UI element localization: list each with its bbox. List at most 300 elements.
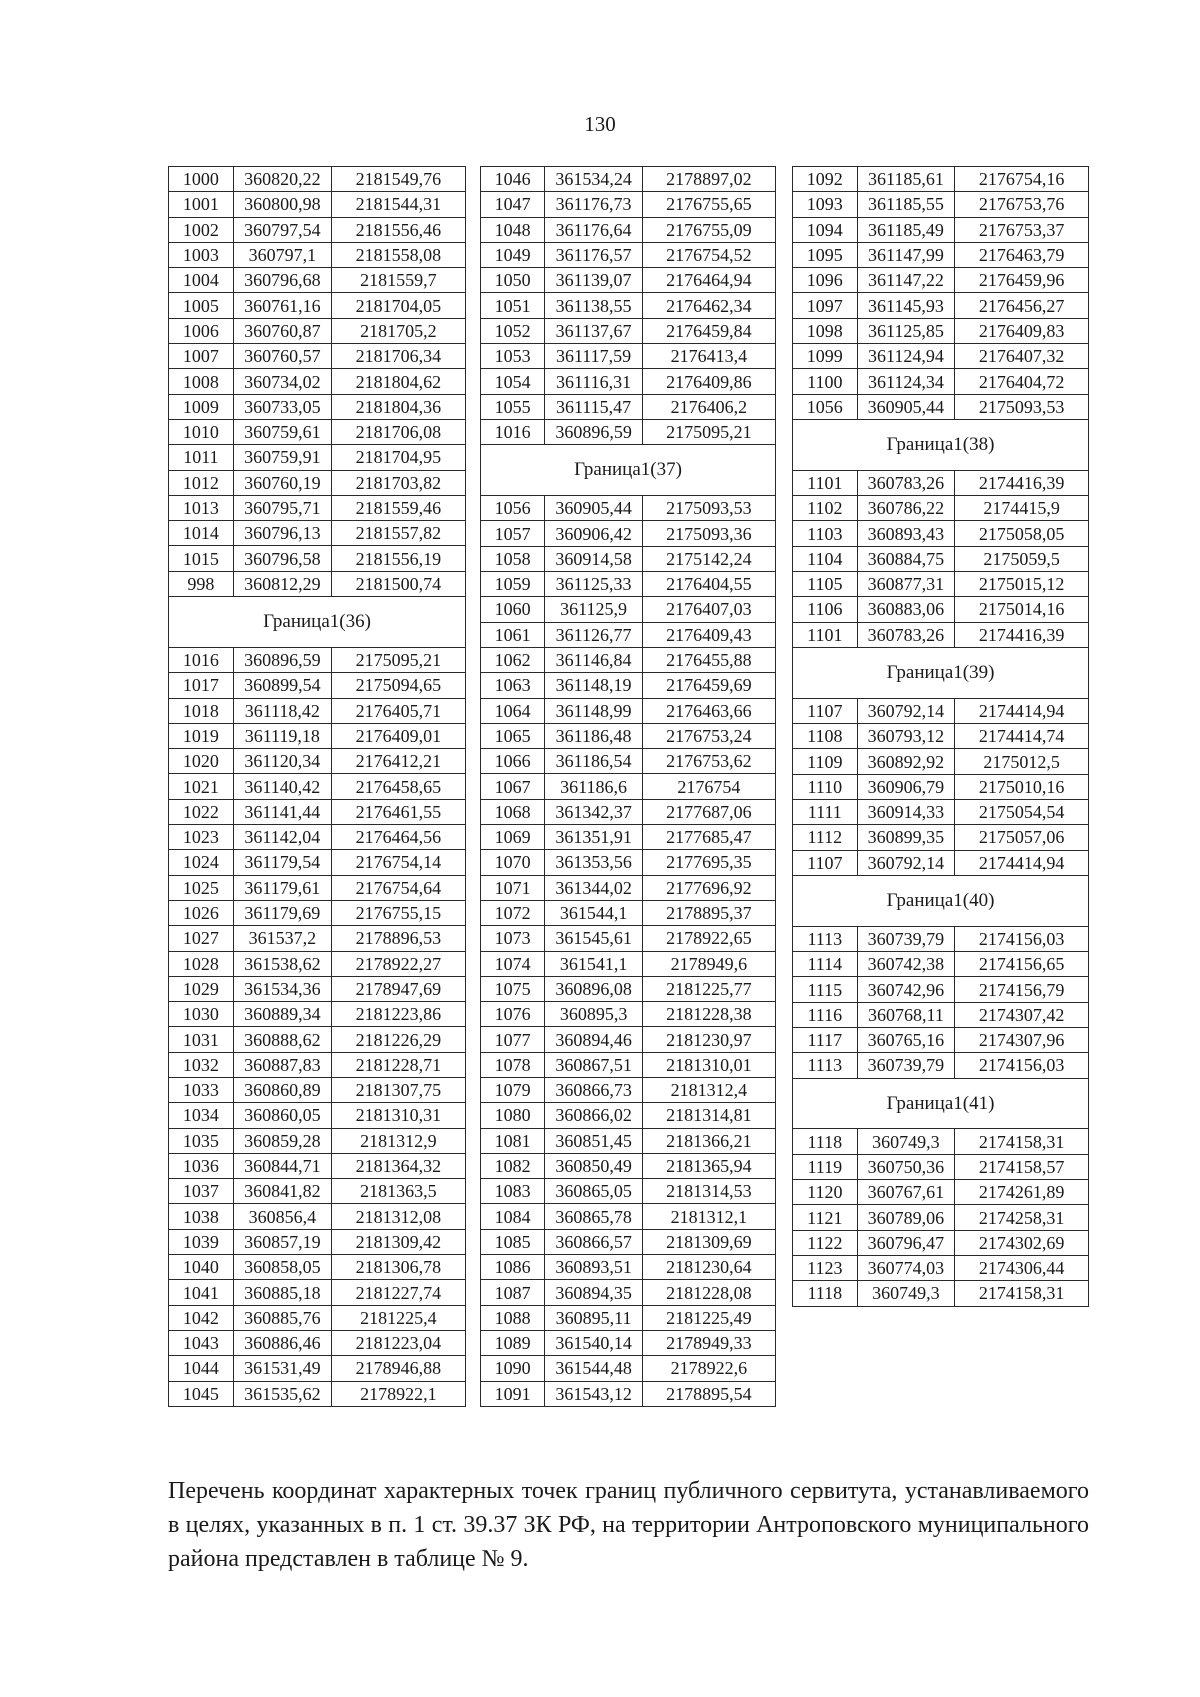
coordinate-y: 2175014,16 bbox=[955, 597, 1089, 622]
table-row bbox=[169, 1255, 466, 1280]
coordinate-x: 360884,75 bbox=[857, 546, 955, 571]
point-number: 1068 bbox=[481, 799, 545, 824]
coordinate-x: 360906,42 bbox=[545, 521, 642, 546]
point-number: 1105 bbox=[793, 572, 858, 597]
coordinate-y: 2176754,52 bbox=[642, 242, 775, 267]
table-row bbox=[169, 647, 466, 672]
table-row bbox=[481, 749, 776, 774]
point-number: 1114 bbox=[793, 952, 858, 977]
coordinate-y: 2175094,65 bbox=[331, 673, 465, 698]
coordinate-y: 2181309,42 bbox=[331, 1229, 465, 1254]
coordinate-y: 2174261,89 bbox=[955, 1180, 1089, 1205]
coordinate-x: 361186,54 bbox=[545, 749, 642, 774]
point-number: 1087 bbox=[481, 1280, 545, 1305]
coordinate-x: 360860,89 bbox=[233, 1077, 331, 1102]
coordinate-x: 361147,22 bbox=[857, 268, 955, 293]
coordinate-x: 360795,71 bbox=[233, 495, 331, 520]
point-number: 1059 bbox=[481, 572, 545, 597]
coordinate-y: 2174307,96 bbox=[955, 1027, 1089, 1052]
table-row bbox=[169, 369, 466, 394]
table-row bbox=[481, 167, 776, 192]
point-number: 1015 bbox=[169, 546, 234, 571]
table-row bbox=[169, 799, 466, 824]
coordinate-x: 361544,48 bbox=[545, 1356, 642, 1381]
table-row bbox=[793, 470, 1089, 495]
coordinate-x: 361141,44 bbox=[233, 799, 331, 824]
table-row bbox=[169, 1356, 466, 1381]
table-row bbox=[169, 268, 466, 293]
coordinate-y: 2176407,32 bbox=[955, 344, 1089, 369]
point-number: 1090 bbox=[481, 1356, 545, 1381]
coordinate-y: 2181225,4 bbox=[331, 1305, 465, 1330]
point-number: 1020 bbox=[169, 749, 234, 774]
coordinate-y: 2176409,01 bbox=[331, 723, 465, 748]
point-number: 1069 bbox=[481, 825, 545, 850]
point-number: 1119 bbox=[793, 1154, 858, 1179]
point-number: 1051 bbox=[481, 293, 545, 318]
coordinate-y: 2176463,66 bbox=[642, 698, 775, 723]
table-row bbox=[169, 749, 466, 774]
table-row bbox=[793, 597, 1089, 622]
coordinate-y: 2176458,65 bbox=[331, 774, 465, 799]
coordinate-x: 361543,12 bbox=[545, 1381, 642, 1406]
point-number: 1029 bbox=[169, 976, 234, 1001]
section-title: Граница1(41) bbox=[793, 1078, 1089, 1129]
coordinate-y: 2174158,31 bbox=[955, 1281, 1089, 1306]
coordinate-x: 361125,9 bbox=[545, 597, 642, 622]
point-number: 1086 bbox=[481, 1255, 545, 1280]
table-row bbox=[169, 1330, 466, 1355]
coordinate-y: 2181314,81 bbox=[642, 1103, 775, 1128]
coordinate-x: 361537,2 bbox=[233, 926, 331, 951]
point-number: 1095 bbox=[793, 242, 858, 267]
coordinate-x: 360742,38 bbox=[857, 952, 955, 977]
table-row bbox=[481, 369, 776, 394]
coordinate-y: 2181366,21 bbox=[642, 1128, 775, 1153]
coordinates-table bbox=[168, 166, 466, 1407]
table-row bbox=[481, 1128, 776, 1153]
point-number: 1118 bbox=[793, 1129, 858, 1154]
point-number: 1112 bbox=[793, 825, 858, 850]
point-number: 1118 bbox=[793, 1281, 858, 1306]
table-row bbox=[793, 217, 1089, 242]
table-row bbox=[169, 1204, 466, 1229]
coordinate-x: 360877,31 bbox=[857, 572, 955, 597]
point-number: 1031 bbox=[169, 1027, 234, 1052]
section-title-row bbox=[481, 445, 776, 496]
table-row bbox=[481, 799, 776, 824]
coordinate-y: 2178946,88 bbox=[331, 1356, 465, 1381]
section-title-row bbox=[793, 419, 1089, 470]
table-row bbox=[481, 419, 776, 444]
coordinate-x: 361125,85 bbox=[857, 318, 955, 343]
coordinate-y: 2181230,97 bbox=[642, 1027, 775, 1052]
point-number: 1063 bbox=[481, 673, 545, 698]
coordinate-x: 360857,19 bbox=[233, 1229, 331, 1254]
coordinate-y: 2181704,95 bbox=[331, 445, 465, 470]
coordinate-x: 360796,13 bbox=[233, 521, 331, 546]
coordinate-y: 2181225,77 bbox=[642, 976, 775, 1001]
coordinate-x: 361534,24 bbox=[545, 167, 642, 192]
coordinate-x: 360866,73 bbox=[545, 1077, 642, 1102]
point-number: 1043 bbox=[169, 1330, 234, 1355]
point-number: 1012 bbox=[169, 470, 234, 495]
coordinate-x: 360905,44 bbox=[545, 496, 642, 521]
point-number: 1078 bbox=[481, 1052, 545, 1077]
table-row bbox=[481, 825, 776, 850]
point-number: 1109 bbox=[793, 749, 858, 774]
coordinate-y: 2181363,5 bbox=[331, 1179, 465, 1204]
coordinate-x: 361179,69 bbox=[233, 900, 331, 925]
coordinate-x: 360888,62 bbox=[233, 1027, 331, 1052]
point-number: 1033 bbox=[169, 1077, 234, 1102]
coordinates-column-3 bbox=[792, 166, 1089, 1307]
coordinate-y: 2181549,76 bbox=[331, 167, 465, 192]
coordinate-x: 361179,61 bbox=[233, 875, 331, 900]
point-number: 1046 bbox=[481, 167, 545, 192]
coordinate-y: 2181804,62 bbox=[331, 369, 465, 394]
point-number: 1082 bbox=[481, 1153, 545, 1178]
point-number: 1072 bbox=[481, 900, 545, 925]
coordinate-x: 360899,35 bbox=[857, 825, 955, 850]
coordinate-x: 360789,06 bbox=[857, 1205, 955, 1230]
coordinate-x: 360793,12 bbox=[857, 724, 955, 749]
point-number: 1018 bbox=[169, 698, 234, 723]
coordinate-y: 2181312,9 bbox=[331, 1128, 465, 1153]
coordinate-y: 2176407,03 bbox=[642, 597, 775, 622]
coordinate-x: 361117,59 bbox=[545, 344, 642, 369]
point-number: 1103 bbox=[793, 521, 858, 546]
table-row bbox=[793, 977, 1089, 1002]
table-row bbox=[481, 1280, 776, 1305]
page-number: 130 bbox=[584, 112, 616, 136]
coordinate-x: 360856,4 bbox=[233, 1204, 331, 1229]
point-number: 1040 bbox=[169, 1255, 234, 1280]
coordinate-x: 361545,61 bbox=[545, 926, 642, 951]
point-number: 1074 bbox=[481, 951, 545, 976]
coordinate-x: 360733,05 bbox=[233, 394, 331, 419]
coordinate-y: 2176753,37 bbox=[955, 217, 1089, 242]
coordinate-y: 2176405,71 bbox=[331, 698, 465, 723]
point-number: 1117 bbox=[793, 1027, 858, 1052]
point-number: 1005 bbox=[169, 293, 234, 318]
point-number: 1100 bbox=[793, 369, 858, 394]
coordinate-y: 2176755,65 bbox=[642, 192, 775, 217]
coordinate-y: 2181228,71 bbox=[331, 1052, 465, 1077]
coordinate-y: 2181544,31 bbox=[331, 192, 465, 217]
table-row bbox=[481, 394, 776, 419]
coordinate-x: 361148,99 bbox=[545, 698, 642, 723]
table-row bbox=[793, 546, 1089, 571]
table-row bbox=[169, 419, 466, 444]
coordinate-x: 361185,49 bbox=[857, 217, 955, 242]
table-row bbox=[169, 521, 466, 546]
table-row bbox=[481, 723, 776, 748]
point-number: 1036 bbox=[169, 1153, 234, 1178]
point-number: 1107 bbox=[793, 698, 858, 723]
point-number: 1113 bbox=[793, 926, 858, 951]
table-row bbox=[169, 318, 466, 343]
point-number: 1085 bbox=[481, 1229, 545, 1254]
table-row bbox=[481, 976, 776, 1001]
table-row bbox=[169, 723, 466, 748]
coordinate-x: 361145,93 bbox=[857, 293, 955, 318]
table-row bbox=[793, 724, 1089, 749]
coordinate-y: 2176755,09 bbox=[642, 217, 775, 242]
point-number: 1000 bbox=[169, 167, 234, 192]
coordinate-y: 2174307,42 bbox=[955, 1002, 1089, 1027]
coordinate-x: 360767,61 bbox=[857, 1180, 955, 1205]
coordinate-x: 360893,51 bbox=[545, 1255, 642, 1280]
point-number: 1097 bbox=[793, 293, 858, 318]
table-row bbox=[481, 318, 776, 343]
table-row bbox=[169, 571, 466, 596]
coordinate-y: 2176459,69 bbox=[642, 673, 775, 698]
point-number: 1054 bbox=[481, 369, 545, 394]
point-number: 1089 bbox=[481, 1330, 545, 1355]
coordinate-y: 2176753,24 bbox=[642, 723, 775, 748]
table-row bbox=[169, 1280, 466, 1305]
table-row bbox=[481, 926, 776, 951]
table-row bbox=[481, 1027, 776, 1052]
point-number: 1016 bbox=[481, 419, 545, 444]
table-row bbox=[793, 850, 1089, 875]
point-number: 1061 bbox=[481, 622, 545, 647]
coordinate-x: 360761,16 bbox=[233, 293, 331, 318]
table-row bbox=[481, 647, 776, 672]
table-row bbox=[169, 192, 466, 217]
coordinate-x: 360896,59 bbox=[233, 647, 331, 672]
point-number: 1009 bbox=[169, 394, 234, 419]
point-number: 1065 bbox=[481, 723, 545, 748]
table-row bbox=[793, 293, 1089, 318]
table-row bbox=[481, 192, 776, 217]
table-row bbox=[793, 344, 1089, 369]
point-number: 1115 bbox=[793, 977, 858, 1002]
table-row bbox=[793, 1154, 1089, 1179]
coordinate-x: 360820,22 bbox=[233, 167, 331, 192]
point-number: 1034 bbox=[169, 1103, 234, 1128]
coordinate-x: 360867,51 bbox=[545, 1052, 642, 1077]
point-number: 1094 bbox=[793, 217, 858, 242]
coordinate-x: 361531,49 bbox=[233, 1356, 331, 1381]
coordinate-x: 361185,55 bbox=[857, 192, 955, 217]
section-title-row bbox=[169, 597, 466, 648]
point-number: 1116 bbox=[793, 1002, 858, 1027]
table-row bbox=[793, 192, 1089, 217]
point-number: 1108 bbox=[793, 724, 858, 749]
coordinate-y: 2178897,02 bbox=[642, 167, 775, 192]
table-row bbox=[793, 394, 1089, 419]
coordinate-y: 2181365,94 bbox=[642, 1153, 775, 1178]
point-number: 1032 bbox=[169, 1052, 234, 1077]
coordinate-x: 361137,67 bbox=[545, 318, 642, 343]
coordinate-x: 361126,77 bbox=[545, 622, 642, 647]
table-row bbox=[169, 546, 466, 571]
table-row bbox=[169, 850, 466, 875]
coordinates-column-1 bbox=[168, 166, 466, 1407]
coordinate-y: 2181226,29 bbox=[331, 1027, 465, 1052]
table-row bbox=[169, 495, 466, 520]
coordinate-x: 360905,44 bbox=[857, 394, 955, 419]
coordinate-x: 360760,57 bbox=[233, 344, 331, 369]
coordinate-y: 2176459,84 bbox=[642, 318, 775, 343]
coordinate-y: 2176753,76 bbox=[955, 192, 1089, 217]
coordinate-y: 2181364,32 bbox=[331, 1153, 465, 1178]
point-number: 1102 bbox=[793, 496, 858, 521]
coordinate-x: 360894,46 bbox=[545, 1027, 642, 1052]
table-row bbox=[481, 546, 776, 571]
point-number: 1024 bbox=[169, 850, 234, 875]
coordinate-x: 360841,82 bbox=[233, 1179, 331, 1204]
table-row bbox=[169, 167, 466, 192]
point-number: 1075 bbox=[481, 976, 545, 1001]
coordinate-y: 2175010,16 bbox=[955, 774, 1089, 799]
table-row bbox=[481, 1229, 776, 1254]
coordinate-x: 360786,22 bbox=[857, 496, 955, 521]
table-row bbox=[793, 774, 1089, 799]
coordinate-y: 2176406,2 bbox=[642, 394, 775, 419]
coordinate-x: 360792,14 bbox=[857, 850, 955, 875]
coordinate-y: 2174158,57 bbox=[955, 1154, 1089, 1179]
coordinate-y: 2181228,38 bbox=[642, 1002, 775, 1027]
point-number: 1050 bbox=[481, 268, 545, 293]
table-row bbox=[793, 572, 1089, 597]
point-number: 1014 bbox=[169, 521, 234, 546]
coordinate-x: 360800,98 bbox=[233, 192, 331, 217]
coordinate-x: 360750,36 bbox=[857, 1154, 955, 1179]
coordinate-y: 2176754,64 bbox=[331, 875, 465, 900]
table-row bbox=[169, 242, 466, 267]
point-number: 1006 bbox=[169, 318, 234, 343]
coordinate-y: 2181704,05 bbox=[331, 293, 465, 318]
point-number: 1008 bbox=[169, 369, 234, 394]
section-title: Граница1(40) bbox=[793, 875, 1089, 926]
coordinate-y: 2178922,1 bbox=[331, 1381, 465, 1406]
table-row bbox=[169, 900, 466, 925]
coordinate-y: 2176755,15 bbox=[331, 900, 465, 925]
coordinate-x: 361124,94 bbox=[857, 344, 955, 369]
point-number: 1110 bbox=[793, 774, 858, 799]
coordinate-x: 361351,91 bbox=[545, 825, 642, 850]
coordinate-x: 360749,3 bbox=[857, 1281, 955, 1306]
coordinate-y: 2181306,78 bbox=[331, 1255, 465, 1280]
coordinate-x: 361119,18 bbox=[233, 723, 331, 748]
table-row bbox=[481, 1002, 776, 1027]
table-row bbox=[169, 1153, 466, 1178]
coordinate-x: 361138,55 bbox=[545, 293, 642, 318]
table-row bbox=[793, 622, 1089, 647]
coordinate-x: 361541,1 bbox=[545, 951, 642, 976]
coordinate-y: 2176404,55 bbox=[642, 572, 775, 597]
table-row bbox=[793, 926, 1089, 951]
coordinate-x: 361139,07 bbox=[545, 268, 642, 293]
point-number: 1079 bbox=[481, 1077, 545, 1102]
coordinate-x: 360896,59 bbox=[545, 419, 642, 444]
point-number: 1092 bbox=[793, 167, 858, 192]
coordinate-y: 2175059,5 bbox=[955, 546, 1089, 571]
coordinate-y: 2177687,06 bbox=[642, 799, 775, 824]
coordinate-y: 2178949,33 bbox=[642, 1330, 775, 1355]
point-number: 1060 bbox=[481, 597, 545, 622]
point-number: 1101 bbox=[793, 470, 858, 495]
coordinate-x: 361544,1 bbox=[545, 900, 642, 925]
coordinate-y: 2181312,08 bbox=[331, 1204, 465, 1229]
table-row bbox=[481, 1356, 776, 1381]
coordinate-y: 2175142,24 bbox=[642, 546, 775, 571]
coordinate-y: 2176753,62 bbox=[642, 749, 775, 774]
coordinate-y: 2175093,36 bbox=[642, 521, 775, 546]
point-number: 1041 bbox=[169, 1280, 234, 1305]
coordinate-x: 361115,47 bbox=[545, 394, 642, 419]
coordinate-x: 361534,36 bbox=[233, 976, 331, 1001]
coordinate-y: 2176459,96 bbox=[955, 268, 1089, 293]
table-row bbox=[793, 1180, 1089, 1205]
coordinate-x: 360851,45 bbox=[545, 1128, 642, 1153]
point-number: 1073 bbox=[481, 926, 545, 951]
table-row bbox=[169, 926, 466, 951]
point-number: 1035 bbox=[169, 1128, 234, 1153]
table-row bbox=[481, 496, 776, 521]
table-row bbox=[793, 167, 1089, 192]
point-number: 1025 bbox=[169, 875, 234, 900]
coordinate-x: 360796,68 bbox=[233, 268, 331, 293]
point-number: 1016 bbox=[169, 647, 234, 672]
coordinate-x: 360892,92 bbox=[857, 749, 955, 774]
coordinate-x: 361185,61 bbox=[857, 167, 955, 192]
table-row bbox=[793, 1205, 1089, 1230]
coordinate-x: 361535,62 bbox=[233, 1381, 331, 1406]
table-row bbox=[169, 825, 466, 850]
point-number: 1101 bbox=[793, 622, 858, 647]
table-row bbox=[169, 293, 466, 318]
table-row bbox=[481, 1305, 776, 1330]
table-row bbox=[793, 496, 1089, 521]
table-row bbox=[169, 673, 466, 698]
table-row bbox=[481, 293, 776, 318]
coordinate-y: 2181227,74 bbox=[331, 1280, 465, 1305]
point-number: 998 bbox=[169, 571, 234, 596]
point-number: 1077 bbox=[481, 1027, 545, 1052]
coordinate-y: 2181559,46 bbox=[331, 495, 465, 520]
coordinate-x: 360739,79 bbox=[857, 926, 955, 951]
point-number: 1083 bbox=[481, 1179, 545, 1204]
table-row bbox=[481, 1103, 776, 1128]
coordinate-y: 2175058,05 bbox=[955, 521, 1089, 546]
point-number: 1007 bbox=[169, 344, 234, 369]
coordinate-x: 360734,02 bbox=[233, 369, 331, 394]
table-row bbox=[169, 875, 466, 900]
point-number: 1096 bbox=[793, 268, 858, 293]
coordinate-y: 2174302,69 bbox=[955, 1230, 1089, 1255]
table-row bbox=[793, 521, 1089, 546]
coordinate-x: 360895,11 bbox=[545, 1305, 642, 1330]
table-row bbox=[169, 1305, 466, 1330]
coordinate-x: 360796,47 bbox=[857, 1230, 955, 1255]
coordinate-x: 360792,14 bbox=[857, 698, 955, 723]
coordinate-x: 360893,43 bbox=[857, 521, 955, 546]
point-number: 1062 bbox=[481, 647, 545, 672]
coordinate-y: 2178949,6 bbox=[642, 951, 775, 976]
table-row bbox=[793, 1002, 1089, 1027]
coordinate-x: 360866,57 bbox=[545, 1229, 642, 1254]
point-number: 1106 bbox=[793, 597, 858, 622]
coordinate-x: 360749,3 bbox=[857, 1129, 955, 1154]
point-number: 1047 bbox=[481, 192, 545, 217]
coordinate-x: 360760,87 bbox=[233, 318, 331, 343]
coordinate-y: 2181228,08 bbox=[642, 1280, 775, 1305]
table-row bbox=[169, 1128, 466, 1153]
